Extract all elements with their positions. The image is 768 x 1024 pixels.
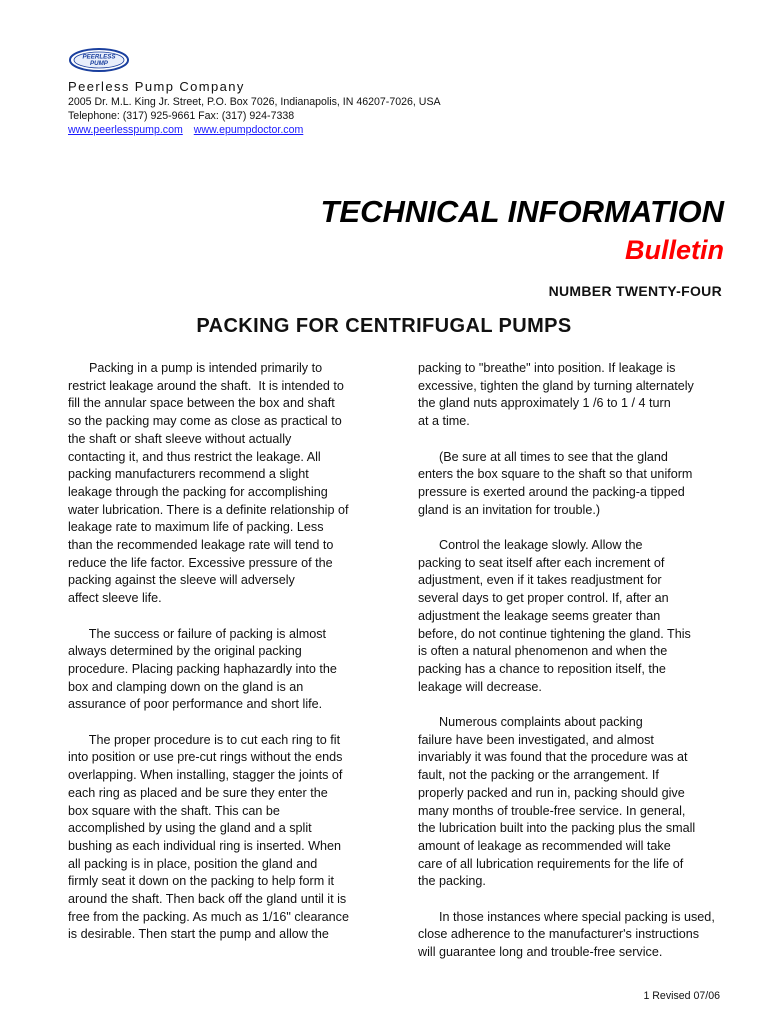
text-line: pressure is exerted around the packing-a tipped — [418, 484, 685, 499]
logo-text-2: PUMP — [90, 60, 108, 67]
text-line: restrict leakage around the shaft. It is intended to — [68, 378, 344, 393]
text-line: close adherence to the manufacturer's instructions — [418, 927, 700, 942]
text-line: Packing in a pump is intended primarily to — [68, 361, 323, 375]
text-line: adjustment, even if it takes readjustment for — [418, 573, 662, 588]
page-footer: 1 Revised 07/06 — [643, 990, 720, 1002]
logo-text-1: PEERLESS — [82, 53, 116, 61]
text-line: reduce the life factor. Excessive pressure of the — [68, 555, 333, 570]
paragraph-gap — [418, 696, 748, 714]
text-line: adjustment the leakage seems greater than — [418, 608, 661, 623]
text-line: packing to seat itself after each increment of — [418, 555, 665, 570]
paragraph — [418, 537, 748, 696]
text-line: at a time. — [418, 414, 470, 429]
link-peerlesspump[interactable]: www.peerlesspump.com — [68, 124, 183, 136]
text-line: assurance of poor performance and short life. — [68, 697, 323, 712]
text-line: the gland nuts approximately 1 /6 to 1 / 4 turn — [418, 396, 671, 411]
text-line: is desirable. Then start the pump and allow the — [68, 927, 329, 942]
text-line: will guarantee long and trouble-free service. — [418, 945, 663, 960]
text-line: failure have been investigated, and almost — [418, 732, 654, 747]
text-line: The success or failure of packing is almost — [68, 626, 327, 641]
text-line: is often a natural phenomenon and when the — [418, 644, 668, 659]
text-line: leakage will decrease. — [418, 679, 542, 694]
paragraph-gap — [418, 519, 748, 537]
text-line: packing to "breathe" into position. If leakage is — [418, 361, 676, 375]
text-line: In those instances where special packing is used, — [418, 909, 715, 924]
bulletin-number: NUMBER TWENTY-FOUR — [548, 283, 722, 299]
text-line: excessive, tighten the gland by turning alternately — [418, 378, 694, 393]
text-line: Numerous complaints about packing — [418, 715, 643, 730]
paragraph-gap — [68, 608, 388, 626]
text-line: box square with the shaft. This can be — [68, 803, 280, 818]
text-line: leakage rate to maximum life of packing. Less — [68, 520, 324, 535]
text-line: enters the box square to the shaft so that uniform — [418, 467, 693, 482]
text-line: bushing as each individual ring is inserted. When — [68, 838, 342, 853]
text-line: amount of leakage as recommended will take — [418, 838, 671, 853]
text-line: gland is an invitation for trouble.) — [418, 502, 601, 517]
text-line: accomplished by using the gland and a split — [68, 821, 312, 836]
company-address: 2005 Dr. M.L. King Jr. Street, P.O. Box 7026, Indianapolis, IN 46207-7026, USA — [68, 96, 441, 108]
text-line: procedure. Placing packing haphazardly into the — [68, 661, 337, 676]
text-line: packing has a chance to reposition itself, the — [418, 661, 666, 676]
text-line: invariably it was found that the procedure was at — [418, 750, 688, 765]
text-line: Control the leakage slowly. Allow the — [418, 538, 643, 552]
document-title: PACKING FOR CENTRIFUGAL PUMPS — [196, 315, 572, 337]
paragraph — [418, 360, 748, 431]
text-line: The proper procedure is to cut each ring to fit — [68, 732, 341, 747]
text-line: leakage through the packing for accomplishing — [68, 484, 328, 499]
text-line: packing manufacturers recommend a slight — [68, 467, 309, 482]
right-text-column — [418, 360, 748, 962]
text-line: free from the packing. As much as 1/16" clearance — [68, 909, 349, 924]
text-line: the lubrication built into the packing plus the small — [418, 821, 696, 836]
technical-information-heading: TECHNICAL INFORMATION — [320, 194, 724, 229]
paragraph — [418, 449, 748, 520]
text-line: around the shaft. Then back off the gland until it is — [68, 892, 347, 907]
text-line: contacting it, and thus restrict the leakage. All — [68, 449, 321, 464]
company-name: Peerless Pump Company — [68, 79, 245, 94]
text-line: properly packed and run in, packing should give — [418, 785, 685, 800]
text-line: all packing is in place, position the gland and — [68, 856, 318, 871]
text-line: the packing. — [418, 874, 486, 889]
text-line: many months of trouble-free service. In general, — [418, 803, 686, 818]
text-line: always determined by the original packing — [68, 644, 302, 659]
text-line: each ring as placed and be sure they enter the — [68, 785, 328, 800]
paragraph-gap — [418, 891, 748, 909]
paragraph-gap — [418, 431, 748, 449]
paragraph — [68, 626, 388, 715]
bulletin-heading: Bulletin — [625, 235, 724, 265]
paragraph — [68, 732, 388, 944]
text-line: into position or use pre-cut rings without the ends — [68, 750, 343, 765]
text-line: before, do not continue tightening the gland. This — [418, 626, 691, 641]
paragraph — [68, 360, 388, 608]
text-line: overlapping. When installing, stagger the joints of — [68, 768, 343, 783]
text-line: several days to get proper control. If, after an — [418, 591, 669, 606]
text-line: fill the annular space between the box and shaft — [68, 396, 335, 411]
peerless-pump-logo — [68, 47, 130, 73]
text-line: affect sleeve life. — [68, 591, 162, 606]
text-line: so the packing may come as close as practical to — [68, 414, 342, 429]
text-line: packing against the sleeve will adversely — [68, 573, 295, 588]
text-line: (Be sure at all times to see that the gland — [418, 449, 668, 464]
text-line: water lubrication. There is a definite relationship of — [68, 502, 349, 517]
text-line: box and clamping down on the gland is an — [68, 679, 304, 694]
text-line: care of all lubrication requirements for the life of — [418, 856, 684, 871]
text-line: firmly seat it down on the packing to help form it — [68, 874, 334, 889]
text-line: the shaft or shaft sleeve without actually — [68, 431, 292, 446]
paragraph — [418, 714, 748, 891]
paragraph — [418, 909, 748, 962]
text-line: than the recommended leakage rate will tend to — [68, 538, 334, 553]
left-text-column — [68, 360, 388, 944]
company-links — [68, 124, 311, 136]
link-epumpdoctor[interactable]: www.epumpdoctor.com — [193, 124, 304, 136]
text-line: fault, not the packing or the arrangement. If — [418, 768, 659, 783]
paragraph-gap — [68, 714, 388, 732]
company-phone: Telephone: (317) 925-9661 Fax: (317) 924-7338 — [68, 110, 295, 122]
